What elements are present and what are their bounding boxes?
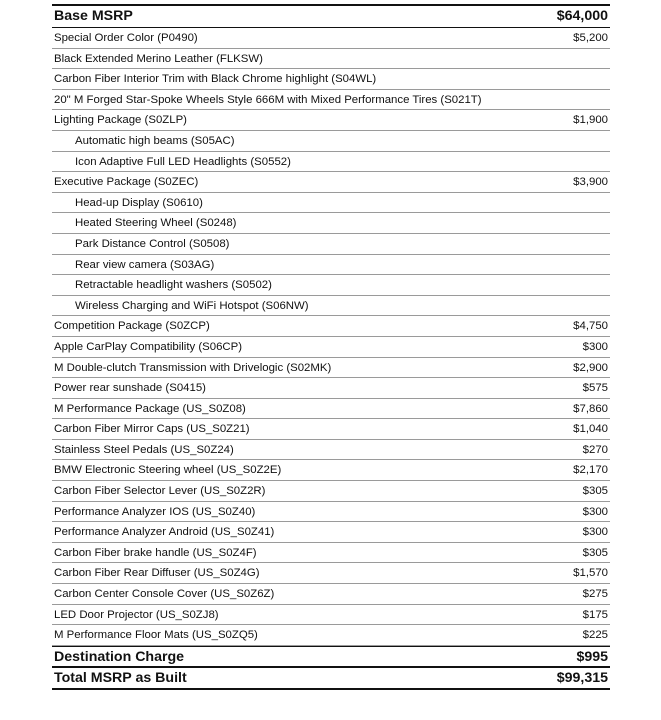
total-msrp-label: Total MSRP as Built <box>54 669 187 686</box>
option-label: Performance Analyzer Android (US_S0Z41) <box>54 526 275 539</box>
option-row <box>52 625 610 646</box>
option-label: Carbon Fiber Mirror Caps (US_S0Z21) <box>54 423 250 436</box>
option-label: M Performance Floor Mats (US_S0ZQ5) <box>54 629 258 642</box>
option-row <box>52 399 610 420</box>
option-price: $2,170 <box>573 464 608 477</box>
option-row <box>52 419 610 440</box>
option-row <box>52 110 610 131</box>
option-row <box>52 584 610 605</box>
option-row <box>52 172 610 193</box>
option-label: Executive Package (S0ZEC) <box>54 176 199 189</box>
option-label: Performance Analyzer IOS (US_S0Z40) <box>54 505 256 518</box>
sub-option-row <box>52 131 610 152</box>
option-label: M Double-clutch Transmission with Drivelogic (S02MK) <box>54 361 332 374</box>
destination-charge-amount: $995 <box>576 648 608 665</box>
option-label: Lighting Package (S0ZLP) <box>54 114 187 127</box>
option-label: Carbon Fiber Rear Diffuser (US_S0Z4G) <box>54 567 260 580</box>
option-row <box>52 69 610 90</box>
option-price: $175 <box>582 608 608 621</box>
option-row <box>52 90 610 111</box>
option-price: $300 <box>582 526 608 539</box>
option-label: Head-up Display (S0610) <box>75 196 203 209</box>
option-row <box>52 49 610 70</box>
total-msrp-row <box>52 668 610 690</box>
option-price: $1,040 <box>573 423 608 436</box>
option-label: Stainless Steel Pedals (US_S0Z24) <box>54 443 234 456</box>
option-price: $300 <box>582 340 608 353</box>
option-label: Carbon Fiber Interior Trim with Black Chrome highlight (S04WL) <box>54 73 377 86</box>
option-row <box>52 28 610 49</box>
option-row <box>52 502 610 523</box>
sub-option-row <box>52 213 610 234</box>
option-price: $305 <box>582 546 608 559</box>
option-row <box>52 316 610 337</box>
option-label: M Performance Package (US_S0Z08) <box>54 402 246 415</box>
msrp-sheet <box>52 4 610 690</box>
option-label: 20" M Forged Star-Spoke Wheels Style 666M with Mixed Performance Tires (S021T) <box>54 93 482 106</box>
option-price: $2,900 <box>573 361 608 374</box>
option-label: BMW Electronic Steering wheel (US_S0Z2E) <box>54 464 282 477</box>
option-row <box>52 522 610 543</box>
option-row <box>52 481 610 502</box>
sub-option-row <box>52 152 610 173</box>
option-price: $1,900 <box>573 114 608 127</box>
option-label: Icon Adaptive Full LED Headlights (S0552) <box>75 155 291 168</box>
option-label: Power rear sunshade (S0415) <box>54 382 206 395</box>
option-price: $4,750 <box>573 320 608 333</box>
option-price: $270 <box>582 443 608 456</box>
sub-option-row <box>52 275 610 296</box>
option-price: $275 <box>582 588 608 601</box>
option-row <box>52 605 610 626</box>
option-price: $5,200 <box>573 32 608 44</box>
option-label: Carbon Fiber Selector Lever (US_S0Z2R) <box>54 485 266 498</box>
sub-option-row <box>52 193 610 214</box>
option-price: $575 <box>582 382 608 395</box>
option-row <box>52 358 610 379</box>
option-price: $1,570 <box>573 567 608 580</box>
option-label: Wireless Charging and WiFi Hotspot (S06NW) <box>75 299 309 312</box>
option-price: $3,900 <box>573 176 608 189</box>
option-list <box>52 28 610 646</box>
base-msrp-row <box>52 6 610 28</box>
option-label: Automatic high beams (S05AC) <box>75 134 235 147</box>
option-label: Competition Package (S0ZCP) <box>54 320 210 333</box>
sub-option-row <box>52 296 610 317</box>
option-label: Carbon Fiber brake handle (US_S0Z4F) <box>54 546 257 559</box>
destination-charge-row <box>52 646 610 668</box>
option-label: Park Distance Control (S0508) <box>75 237 230 250</box>
base-msrp-label: Base MSRP <box>54 8 133 24</box>
option-label: Special Order Color (P0490) <box>54 32 198 44</box>
option-label: Black Extended Merino Leather (FLKSW) <box>54 52 263 65</box>
option-price: $7,860 <box>573 402 608 415</box>
option-price: $225 <box>582 629 608 642</box>
option-label: Apple CarPlay Compatibility (S06CP) <box>54 340 243 353</box>
option-label: Heated Steering Wheel (S0248) <box>75 217 237 230</box>
total-msrp-amount: $99,315 <box>556 669 608 686</box>
option-label: Retractable headlight washers (S0502) <box>75 279 272 292</box>
option-label: Rear view camera (S03AG) <box>75 258 215 271</box>
option-row <box>52 337 610 358</box>
option-row <box>52 460 610 481</box>
option-price: $305 <box>582 485 608 498</box>
option-label: Carbon Center Console Cover (US_S0Z6Z) <box>54 588 275 601</box>
destination-charge-label: Destination Charge <box>54 648 185 665</box>
option-row <box>52 440 610 461</box>
option-label: LED Door Projector (US_S0ZJ8) <box>54 608 219 621</box>
option-price: $300 <box>582 505 608 518</box>
sub-option-row <box>52 234 610 255</box>
option-row <box>52 543 610 564</box>
sub-option-row <box>52 255 610 276</box>
option-row <box>52 378 610 399</box>
base-msrp-amount: $64,000 <box>556 8 608 24</box>
option-row <box>52 563 610 584</box>
